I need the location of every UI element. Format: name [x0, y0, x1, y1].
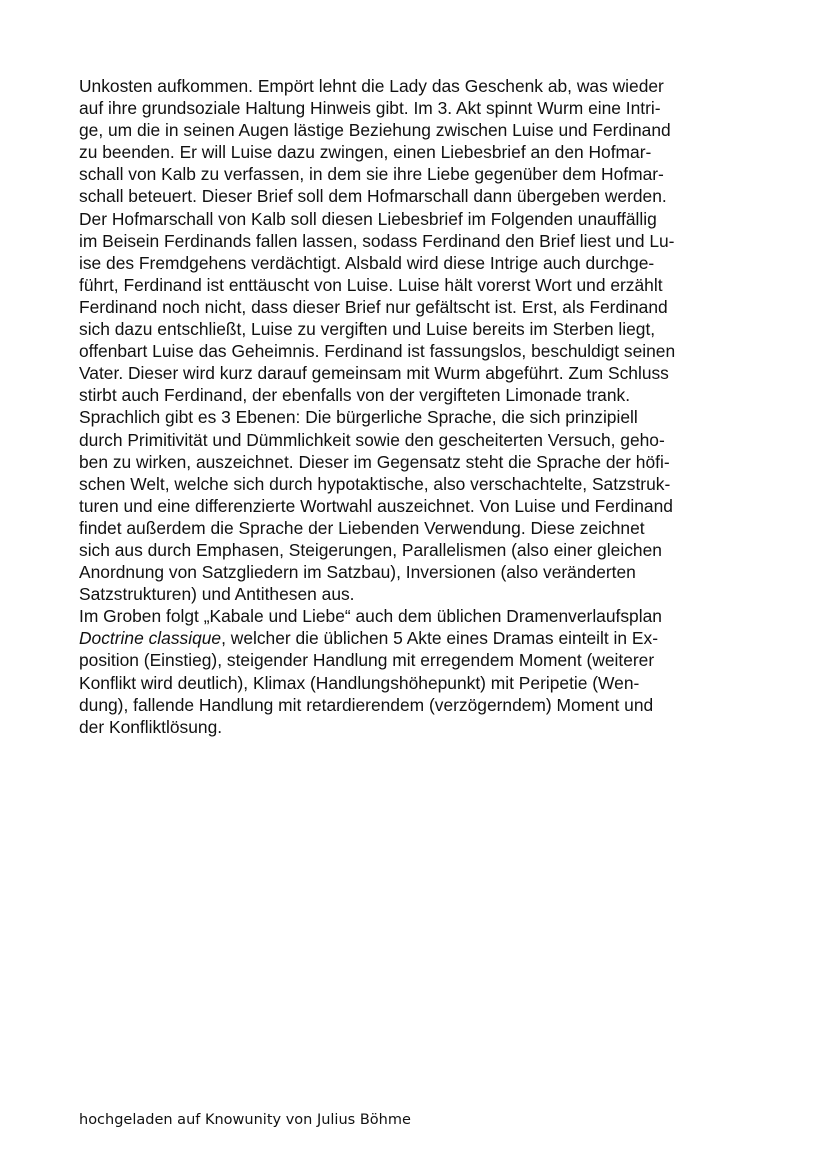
text-line: sich dazu entschließt, Luise zu vergiften und Luise bereits im Sterben liegt, — [79, 319, 656, 340]
text-line — [79, 627, 759, 649]
text-line: ise des Fremdgehens verdächtigt. Alsbald wird diese Intrige auch durchge- — [79, 252, 655, 273]
text-line: Ferdinand noch nicht, dass dieser Brief nur gefältscht ist. Erst, als Ferdinand — [79, 296, 668, 317]
text-line: Der Hofmarschall von Kalb soll diesen Liebesbrief im Folgenden unauffällig — [79, 208, 657, 229]
text-line: Im Groben folgt „Kabale und Liebe“ auch dem üblichen Dramenverlaufsplan — [79, 606, 662, 627]
text-line: Vater. Dieser wird kurz darauf gemeinsam mit Wurm abgeführt. Zum Schluss — [79, 363, 669, 384]
text-line: zu beenden. Er will Luise dazu zwingen, einen Liebesbrief an den Hofmar- — [79, 142, 652, 163]
text-line: im Beisein Ferdinands fallen lassen, sodass Ferdinand den Brief liest und Lu- — [79, 230, 675, 251]
text-line: Satzstrukturen) und Antithesen aus. — [79, 584, 355, 605]
text-line: Anordnung von Satzgliedern im Satzbau), Inversionen (also veränderten — [79, 562, 636, 583]
text-line: der Konfliktlösung. — [79, 716, 223, 737]
text-line: schall beteuert. Dieser Brief soll dem Hofmarschall dann übergeben werden. — [79, 186, 667, 207]
text-line: auf ihre grundsoziale Haltung Hinweis gibt. Im 3. Akt spinnt Wurm eine Intri- — [79, 98, 661, 119]
text-line: sich aus durch Emphasen, Steigerungen, Parallelismen (also einer gleichen — [79, 539, 662, 560]
text-line: ge, um die in seinen Augen lästige Beziehung zwischen Luise und Ferdinand — [79, 120, 671, 141]
text-line: Konflikt wird deutlich), Klimax (Handlungshöhepunkt) mit Peripetie (Wen- — [79, 672, 640, 693]
text-line: Sprachlich gibt es 3 Ebenen: Die bürgerliche Sprache, die sich prinzipiell — [79, 407, 638, 428]
text-line: führt, Ferdinand ist enttäuscht von Luise. Luise hält vorerst Wort und erzählt — [79, 274, 663, 295]
text-line: schen Welt, welche sich durch hypotaktische, also verschachtelte, Satzstruk- — [79, 473, 671, 494]
text-line: position (Einstieg), steigender Handlung mit erregendem Moment (weiterer — [79, 650, 655, 671]
text-line: schall von Kalb zu verfassen, in dem sie ihre Liebe gegenüber dem Hofmar- — [79, 164, 664, 185]
text-line: ben zu wirken, auszeichnet. Dieser im Gegensatz steht die Sprache der höfi- — [79, 451, 670, 472]
text-line: offenbart Luise das Geheimnis. Ferdinand ist fassungslos, beschuldigt seinen — [79, 341, 676, 362]
text-line: Unkosten aufkommen. Empört lehnt die Lady das Geschenk ab, was wieder — [79, 76, 664, 96]
text-line: turen und eine differenzierte Wortwahl auszeichnet. Von Luise und Ferdinand — [79, 495, 673, 516]
text-line: dung), fallende Handlung mit retardierendem (verzögerndem) Moment und — [79, 694, 654, 715]
text-line-rest: , welcher die üblichen 5 Akte eines Dramas einteilt in Ex- — [221, 628, 659, 649]
emphasized-term: Doctrine classique — [79, 628, 222, 649]
footer-attribution: hochgeladen auf Knowunity von Julius Böhme — [79, 1112, 411, 1128]
body-text — [79, 75, 759, 738]
text-line: durch Primitivität und Dümmlichkeit sowie den gescheiterten Versuch, geho- — [79, 429, 665, 450]
text-line: stirbt auch Ferdinand, der ebenfalls von der vergifteten Limonade trank. — [79, 385, 631, 406]
text-line: findet außerdem die Sprache der Liebenden Verwendung. Diese zeichnet — [79, 517, 645, 538]
